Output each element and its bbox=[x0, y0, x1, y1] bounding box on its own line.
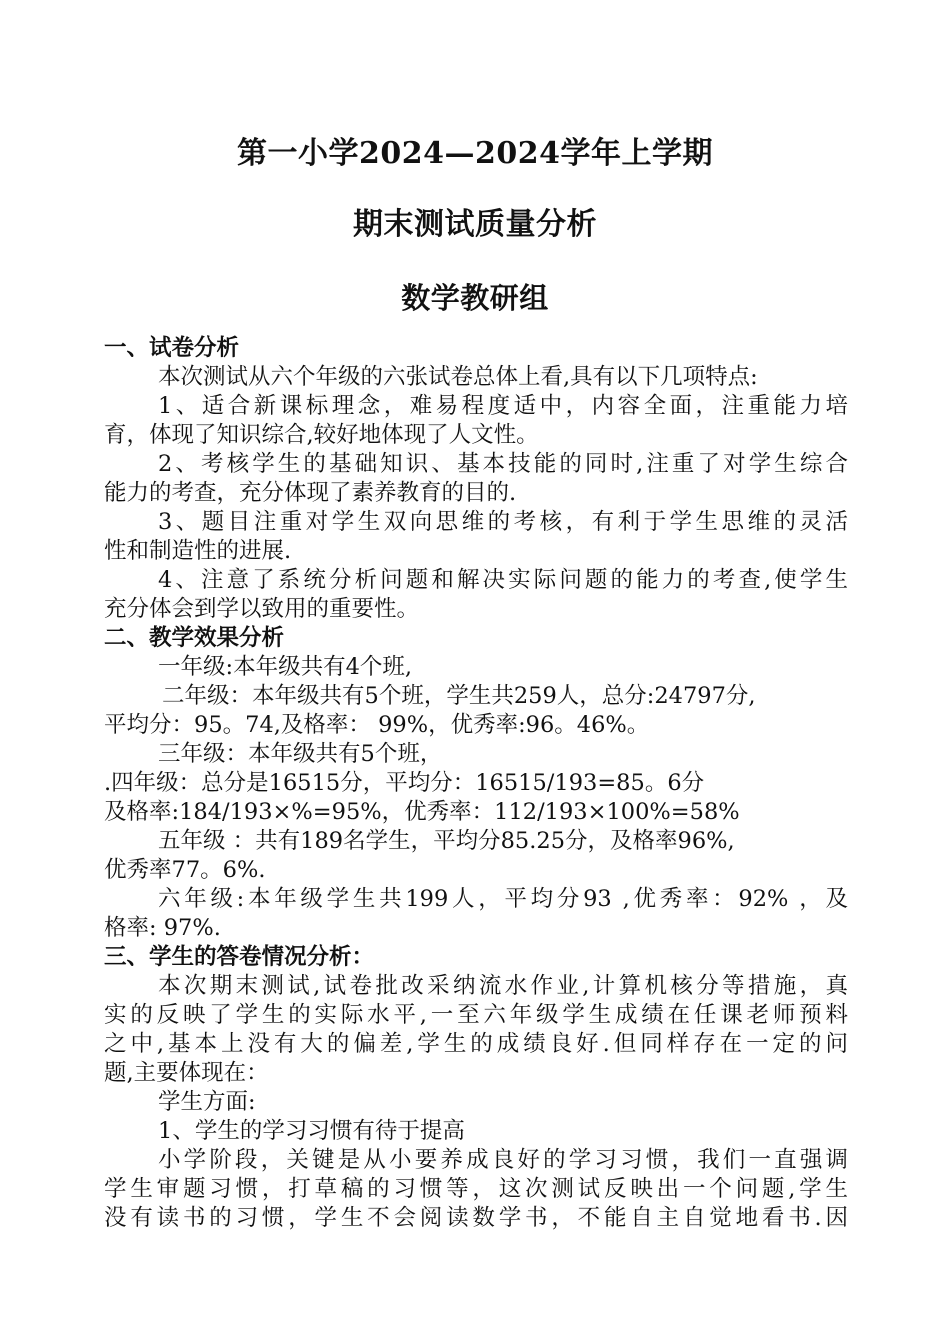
paragraph-line: 二年级：本年级共有5个班，学生共259人，总分:24797分, bbox=[162, 683, 756, 709]
document-subtitle: 数学教研组 bbox=[401, 281, 549, 315]
paragraph-line: 五年级 ：共有189名学生，平均分85.25分，及格率96%, bbox=[158, 828, 735, 854]
paragraph-line: 小学阶段，关键是从小要养成良好的学习习惯，我们一直强调 bbox=[158, 1147, 848, 1173]
paragraph-line: 一年级:本年级共有4个班, bbox=[158, 654, 413, 680]
paragraph-line: 题,主要体现在： bbox=[104, 1060, 269, 1086]
paragraph-line: 格率: 97%. bbox=[104, 915, 221, 941]
document-title: 第一小学2024—2024学年上学期 bbox=[237, 136, 713, 171]
paragraph-line: .四年级：总分是16515分，平均分：16515/193=85。6分 bbox=[104, 770, 705, 796]
section-heading: 二、教学效果分析 bbox=[104, 625, 285, 651]
paragraph-line: 2、考核学生的基础知识、基本技能的同时,注重了对学生综合 bbox=[158, 451, 848, 477]
paragraph-line: 3、题目注重对学生双向思维的考核，有利于学生思维的灵活 bbox=[158, 509, 848, 535]
paragraph-line: 没有读书的习惯，学生不会阅读数学书，不能自主自觉地看书.因 bbox=[104, 1205, 848, 1231]
paragraph-line: 六年级:本年级学生共199人，平均分93 ,优秀率：92% ，及 bbox=[158, 886, 848, 912]
section-heading: 三、学生的答卷情况分析： bbox=[104, 944, 375, 970]
document-title-line-2: 期末测试质量分析 bbox=[353, 207, 597, 242]
paragraph-line: 学生方面: bbox=[158, 1089, 256, 1115]
paragraph-line: 学生审题习惯，打草稿的习惯等，这次测试反映出一个问题,学生 bbox=[104, 1176, 848, 1202]
paragraph-line: 及格率:184/193×%=95%，优秀率：112/193×100%=58% bbox=[104, 799, 740, 825]
paragraph-line: 1、学生的学习习惯有待于提高 bbox=[158, 1118, 465, 1144]
paragraph-line: 本次测试从六个年级的六张试卷总体上看,具有以下几项特点: bbox=[158, 364, 758, 390]
section-heading: 一、试卷分析 bbox=[104, 335, 240, 361]
paragraph-line: 4、注意了系统分析问题和解决实际问题的能力的考查,使学生 bbox=[158, 567, 848, 593]
paragraph-line: 本次期末测试,试卷批改采纳流水作业,计算机核分等措施，真 bbox=[158, 973, 848, 999]
paragraph-line: 优秀率77。6%. bbox=[104, 857, 266, 883]
paragraph-line: 实的反映了学生的实际水平,一至六年级学生成绩在任课老师预料 bbox=[104, 1002, 848, 1028]
paragraph-line: 育，体现了知识综合,较好地体现了人文性。 bbox=[104, 422, 539, 448]
paragraph-line: 充分体会到学以致用的重要性。 bbox=[104, 596, 420, 622]
paragraph-line: 平均分：95。74,及格率： 99%，优秀率:96。46%。 bbox=[104, 712, 650, 738]
paragraph-line: 之中,基本上没有大的偏差,学生的成绩良好.但同样存在一定的问 bbox=[104, 1031, 848, 1057]
paragraph-line: 能力的考查，充分体现了素养教育的目的. bbox=[104, 480, 517, 506]
paragraph-line: 三年级：本年级共有5个班， bbox=[158, 741, 443, 767]
document-body bbox=[104, 334, 848, 1233]
paragraph-line: 1、适合新课标理念，难易程度适中，内容全面，注重能力培 bbox=[158, 393, 848, 419]
paragraph-line: 性和制造性的进展. bbox=[104, 538, 292, 564]
